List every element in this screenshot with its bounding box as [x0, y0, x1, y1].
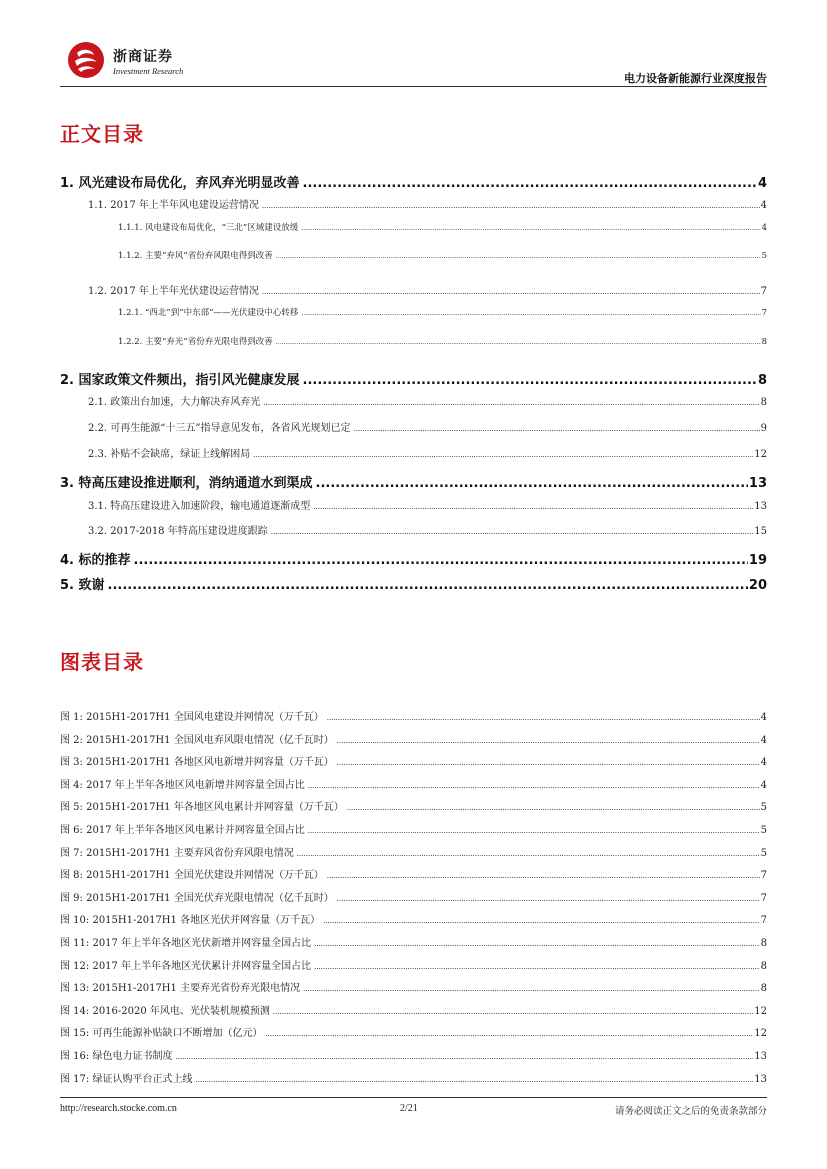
figure-entry-title: 图 1: 2015H1-2017H1 全国风电建设并网情况（万千瓦） — [60, 712, 324, 723]
figure-entry-page: 4 — [760, 780, 767, 791]
dot-leader — [108, 578, 748, 593]
figure-entry-page: 12 — [754, 1028, 767, 1039]
toc-entry[interactable] — [88, 196, 767, 211]
figure-entry[interactable] — [60, 708, 767, 723]
disclaimer-note: 请务必阅读正文之后的免责条款部分 — [614, 1106, 767, 1117]
toc-entry[interactable] — [60, 549, 767, 568]
toc-entry[interactable] — [88, 497, 767, 512]
dot-leader — [327, 870, 760, 881]
toc-entry-title: 1.1. 2017 年上半年风电建设运营情况 — [88, 200, 259, 211]
dot-leader — [354, 423, 760, 434]
toc-entry-title: 1.2. 2017 年上半年光伏建设运营情况 — [88, 286, 259, 297]
toc-entry-page: 4 — [760, 200, 767, 211]
toc-entry-title: 1. 风光建设布局优化，弃风弃光明显改善 — [60, 176, 300, 191]
figure-entry[interactable] — [60, 821, 767, 836]
brand-name-en: Investment Research — [113, 66, 184, 76]
toc-entry-page: 8 — [757, 373, 767, 388]
toc-entry-title: 3.1. 特高压建设进入加速阶段，输电通道逐渐成型 — [88, 501, 311, 512]
dot-leader — [314, 961, 760, 972]
dot-leader — [271, 526, 754, 537]
dot-leader — [337, 735, 760, 746]
dot-leader — [337, 757, 760, 768]
dot-leader — [303, 983, 760, 994]
toc-entry-title: 2.2. 可再生能源“十三五”指导意见发布，各省风光规划已定 — [88, 423, 351, 434]
figure-entry[interactable] — [60, 731, 767, 746]
figure-entry-page: 5 — [760, 825, 767, 836]
figure-entry-title: 图 10: 2015H1-2017H1 各地区光伏并网容量（万千瓦） — [60, 915, 321, 926]
figure-entry-title: 图 17: 绿证认购平台正式上线 — [60, 1074, 193, 1085]
toc-entry[interactable] — [88, 282, 767, 297]
figure-entry-page: 13 — [754, 1051, 767, 1062]
toc-entry-page: 15 — [754, 526, 767, 537]
toc-entry[interactable] — [88, 445, 767, 460]
figure-entry-page: 8 — [760, 983, 767, 994]
footer-divider — [60, 1097, 767, 1098]
figure-entry-page: 5 — [760, 802, 767, 813]
figure-entry[interactable] — [60, 776, 767, 791]
figure-entry-title: 图 5: 2015H1-2017H1 年各地区风电累计并网容量（万千瓦） — [60, 802, 344, 813]
toc-entry-title: 2. 国家政策文件频出，指引风光健康发展 — [60, 373, 300, 388]
figure-entry-title: 图 15: 可再生能源补贴缺口不断增加（亿元） — [60, 1028, 263, 1039]
dot-leader — [303, 176, 757, 191]
figure-entry[interactable] — [60, 1047, 767, 1062]
dot-leader — [301, 223, 760, 233]
toc-entry-title: 2.3. 补贴不会缺席，绿证上线解困局 — [88, 449, 251, 460]
figure-entry-title: 图 16: 绿色电力证书制度 — [60, 1051, 173, 1062]
figure-entry-title: 图 3: 2015H1-2017H1 各地区风电新增并网容量（万千瓦） — [60, 757, 334, 768]
dot-leader — [308, 825, 760, 836]
toc-entry-page: 20 — [748, 578, 767, 593]
toc-entry-page: 13 — [754, 501, 767, 512]
toc-entry[interactable] — [60, 472, 767, 491]
toc-entry-page: 5 — [761, 251, 767, 261]
toc-entry[interactable] — [118, 221, 767, 233]
figure-entry-title: 图 9: 2015H1-2017H1 全国光伏弃光限电情况（亿千瓦时） — [60, 893, 334, 904]
toc-entry-title: 1.1.1. 风电建设布局优化，“三北”区域建设放缓 — [118, 223, 299, 233]
toc-title: 正文目录 — [60, 122, 144, 146]
zheshang-logo-icon — [66, 40, 106, 80]
dot-leader — [316, 476, 748, 491]
toc-entry[interactable] — [60, 574, 767, 593]
figure-entry-page: 4 — [760, 712, 767, 723]
toc-entry-page: 8 — [760, 397, 767, 408]
toc-entry-page: 7 — [761, 308, 767, 318]
dot-leader — [263, 397, 759, 408]
dot-leader — [262, 200, 760, 211]
dot-leader — [308, 780, 760, 791]
dot-leader — [262, 286, 760, 297]
toc-entry-title: 3. 特高压建设推进顺利，消纳通道水到渠成 — [60, 476, 313, 491]
dot-leader — [297, 848, 760, 859]
figure-entry-page: 13 — [754, 1074, 767, 1085]
figure-entry[interactable] — [60, 1070, 767, 1085]
figure-entry[interactable] — [60, 979, 767, 994]
figure-entry-page: 7 — [760, 915, 767, 926]
toc-entry[interactable] — [60, 172, 767, 191]
figure-entry-title: 图 8: 2015H1-2017H1 全国光伏建设并网情况（万千瓦） — [60, 870, 324, 881]
figure-entry-title: 图 6: 2017 年上半年各地区风电累计并网容量全国占比 — [60, 825, 305, 836]
figure-entry[interactable] — [60, 1024, 767, 1039]
dot-leader — [276, 251, 761, 261]
toc-entry-page: 4 — [761, 223, 767, 233]
figure-entry-page: 4 — [760, 757, 767, 768]
toc-entry-title: 5. 致谢 — [60, 578, 105, 593]
figure-entry-page: 7 — [760, 870, 767, 881]
figure-entry[interactable] — [60, 753, 767, 768]
toc-entry-title: 4. 标的推荐 — [60, 553, 131, 568]
toc-entry-page: 4 — [757, 176, 767, 191]
figure-entry-title: 图 7: 2015H1-2017H1 主要弃风省份弃风限电情况 — [60, 848, 294, 859]
dot-leader — [253, 449, 753, 460]
dot-leader — [175, 1051, 753, 1062]
dot-leader — [301, 308, 760, 318]
toc-entry[interactable] — [118, 306, 767, 318]
toc-entry-title: 1.2.1. “西北”到“中东部”——光伏建设中心转移 — [118, 308, 299, 318]
footer-url[interactable]: http://research.stocke.com.cn — [60, 1103, 177, 1114]
figure-entry[interactable] — [60, 798, 767, 813]
header-divider — [60, 86, 767, 87]
figure-entry-title: 图 4: 2017 年上半年各地区风电新增并网容量全国占比 — [60, 780, 305, 791]
figure-entry[interactable] — [60, 957, 767, 972]
toc-entry-title: 2.1. 政策出台加速，大力解决弃风弃光 — [88, 397, 261, 408]
toc-entry[interactable] — [118, 249, 767, 261]
figure-entry[interactable] — [60, 1002, 767, 1017]
dot-leader — [273, 1006, 753, 1017]
toc-entry-page: 8 — [761, 337, 767, 347]
dot-leader — [303, 373, 757, 388]
page-number: 2/21 — [400, 1103, 418, 1114]
figure-entry-page: 4 — [760, 735, 767, 746]
toc-entry[interactable] — [60, 369, 767, 388]
report-type: 电力设备新能源行业深度报告 — [624, 72, 767, 85]
dot-leader — [323, 915, 760, 926]
toc-entry[interactable] — [88, 522, 767, 537]
toc-entry-title: 3.2. 2017-2018 年特高压建设进度跟踪 — [88, 526, 268, 537]
figures-title: 图表目录 — [60, 650, 144, 674]
toc-entry[interactable] — [88, 419, 767, 434]
figure-entry[interactable] — [60, 934, 767, 949]
dot-leader — [337, 893, 760, 904]
dot-leader — [276, 337, 761, 347]
dot-leader — [195, 1074, 753, 1085]
toc-entry-title: 1.1.2. 主要“弃风”省份弃风限电得到改善 — [118, 251, 273, 261]
figure-entry[interactable] — [60, 844, 767, 859]
figure-entry-page: 5 — [760, 848, 767, 859]
figure-entry-page: 7 — [760, 893, 767, 904]
dot-leader — [313, 501, 753, 512]
dot-leader — [347, 802, 760, 813]
figure-entry[interactable] — [60, 911, 767, 926]
toc-entry-page: 7 — [760, 286, 767, 297]
toc-entry-title: 1.2.2. 主要“弃光”省份弃光限电得到改善 — [118, 337, 273, 347]
figure-entry-title: 图 14: 2016-2020 年风电、光伏装机规模预测 — [60, 1006, 270, 1017]
figure-entry-page: 8 — [760, 938, 767, 949]
toc-entry-page: 9 — [760, 423, 767, 434]
figure-entry[interactable] — [60, 866, 767, 881]
figure-entry-title: 图 11: 2017 年上半年各地区光伏新增并网容量全国占比 — [60, 938, 312, 949]
figure-entry[interactable] — [60, 889, 767, 904]
toc-entry[interactable] — [88, 393, 767, 408]
figure-entry-page: 12 — [754, 1006, 767, 1017]
brand-name-cn: 浙商证券 — [113, 49, 173, 65]
toc-entry-page: 19 — [748, 553, 767, 568]
figure-entry-title: 图 13: 2015H1-2017H1 主要弃光省份弃光限电情况 — [60, 983, 301, 994]
dot-leader — [265, 1028, 753, 1039]
figure-entry-page: 8 — [760, 961, 767, 972]
toc-entry-page: 12 — [754, 449, 767, 460]
toc-entry[interactable] — [118, 335, 767, 347]
dot-leader — [134, 553, 748, 568]
figure-entry-title: 图 2: 2015H1-2017H1 全国风电弃风限电情况（亿千瓦时） — [60, 735, 334, 746]
toc-entry-page: 13 — [748, 476, 767, 491]
dot-leader — [314, 938, 760, 949]
dot-leader — [327, 712, 760, 723]
figure-entry-title: 图 12: 2017 年上半年各地区光伏累计并网容量全国占比 — [60, 961, 312, 972]
